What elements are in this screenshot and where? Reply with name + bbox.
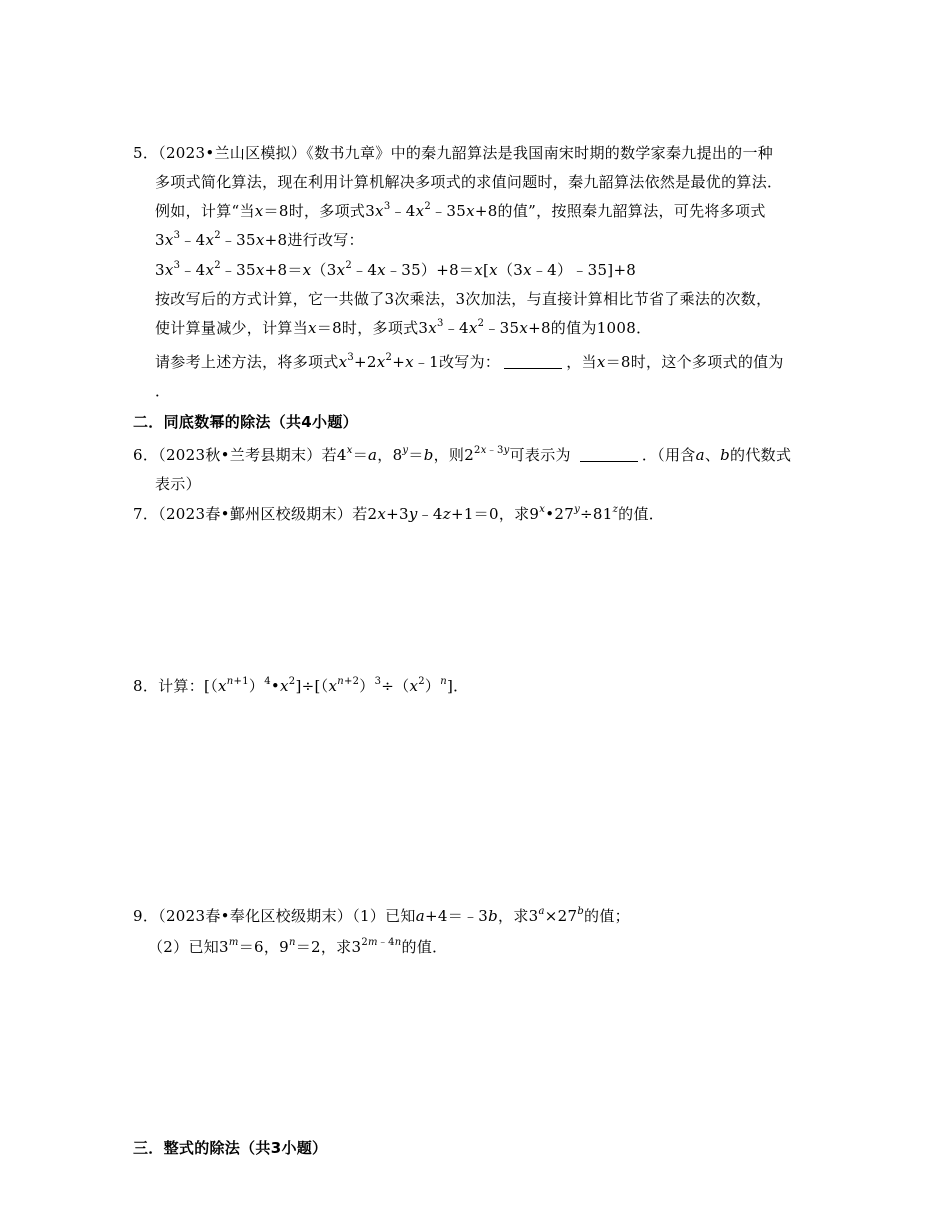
question-5-line-1 bbox=[133, 143, 773, 163]
answer-blank[interactable] bbox=[580, 447, 638, 462]
question-5-line-4: $3x^3﹣4x^2﹣35x+8$进行改写： bbox=[155, 230, 364, 249]
question-5-line-3: 例如，计算“当x＝8时，多项式$3x^3﹣4x^2﹣35x+8$的值”，按照秦九韶算法，可先将多项式 bbox=[155, 201, 766, 220]
answer-blank[interactable] bbox=[504, 354, 562, 369]
question-6-line-2: 表示） bbox=[155, 475, 201, 493]
question-number: 9． bbox=[133, 907, 159, 925]
question-5-line-2: 多项式简化算法，现在利用计算机解决多项式的求值问题时，秦九韶算法依然是最优的算法． bbox=[155, 173, 783, 191]
question-5-line-9: ． bbox=[155, 382, 171, 400]
question-7-line-1: 7．（2023春•鄞州区校级期末）若2x+3y﹣4z+1＝0，求$9^x•27^y\div 81^z$的值． bbox=[133, 504, 665, 523]
question-number: 6． bbox=[133, 446, 159, 464]
question-8-line-1: 8．计算：$[(x^{n+1})^4•x^2]\div[(x^{n+2})^3\div(x^2)^n]$． bbox=[133, 676, 469, 695]
question-5-line-5: $3x^3﹣4x^2﹣35x+8=x(3x^2﹣4x﹣35)+8=x[x(3x﹣4)﹣35]+8$ bbox=[155, 260, 637, 279]
question-9-part-2: （2）已知$3^m=6$，$9^n=2$，求$3^{2m﹣4n}$的值． bbox=[148, 937, 448, 956]
question-number: 7． bbox=[133, 505, 159, 523]
question-5-line-7: 使计算量减少，计算当x＝8时，多项式$3x^3﹣4x^2﹣35x+8$的值为1008． bbox=[155, 318, 652, 337]
question-text: 《数书九章》中的秦九韶算法是我国南宋时期的数学家秦九提出的一种 bbox=[306, 144, 774, 162]
question-number: 8． bbox=[133, 677, 159, 695]
question-5-line-6: 按改写后的方式计算，它一共做了3次乘法，3次加法，与直接计算相比节省了乘法的次数， bbox=[155, 290, 772, 308]
question-5-line-8: 请参考上述方法，将多项式$x^3+2x^2+x﹣1$改写为： ，当x＝8时，这个多项式的值为 bbox=[155, 352, 784, 371]
question-number: 5． bbox=[133, 144, 159, 162]
question-6-line-1: 6．（2023秋•兰考县期末）若$4^x=a$，$8^y=b$，则$2^{2x﹣3y}$可表示为 ．（用含a、b的代数式 bbox=[133, 445, 792, 464]
question-source: （2023•兰山区模拟） bbox=[158, 144, 307, 162]
section-3-heading: 三．整式的除法（共3小题） bbox=[133, 1139, 328, 1157]
question-9-line-1: 9．（2023春•奉化区校级期末）（1）已知a+4＝﹣3b，求$3^a\times 27^b$的值； bbox=[133, 906, 630, 925]
question-source: （2023春•奉化区校级期末） bbox=[158, 907, 353, 925]
question-source: （2023秋•兰考县期末） bbox=[158, 446, 322, 464]
section-2-heading: 二．同底数幂的除法（共4小题） bbox=[133, 413, 358, 431]
question-source: （2023春•鄞州区校级期末） bbox=[158, 505, 353, 523]
